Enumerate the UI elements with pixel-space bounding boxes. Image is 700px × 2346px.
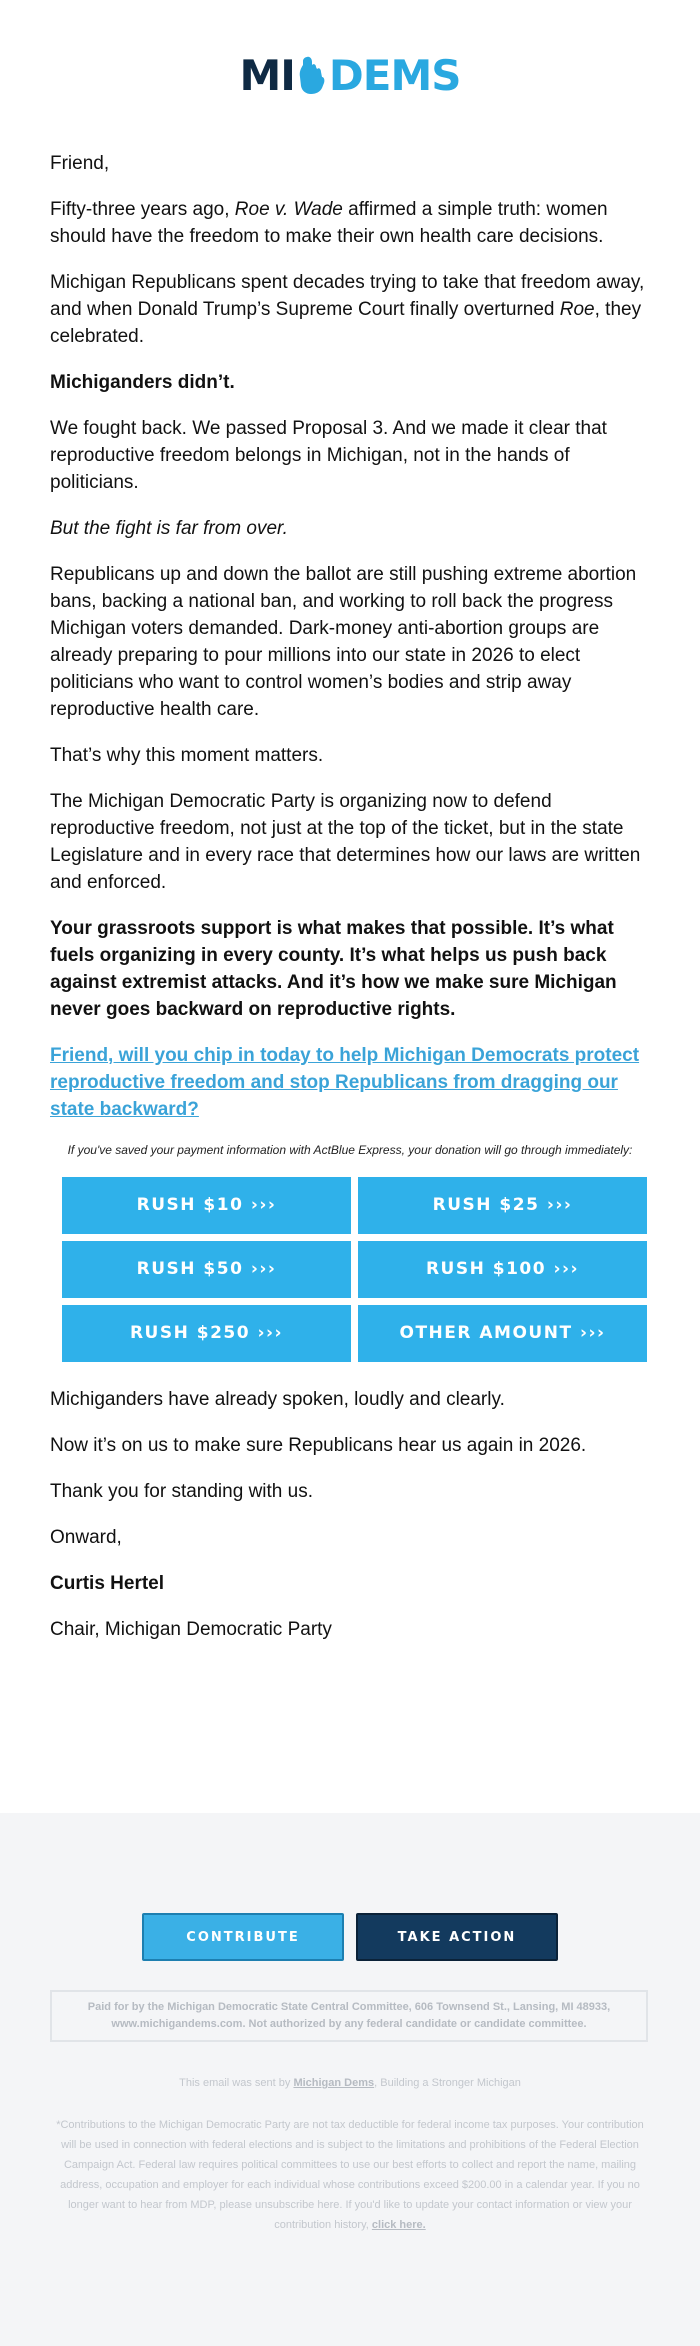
signature-name: Curtis Hertel [50, 1573, 165, 1594]
paragraph-fought-back: We fought back. We passed Proposal 3. And we made it clear that reproductive freedom belongs in Michigan, not in the hands of politicians. [50, 418, 607, 493]
paragraph-thank-you: Thank you for standing with us. [50, 1481, 313, 1502]
paragraph-ballot: Republicans up and down the ballot are still pushing extreme abortion bans, backing a national ban, and working to roll back the progress Michigan voters demanded. Dark-money anti-abortion groups are already preparing to pour millions into our state in 2026 to elect politicians who want to control women’s bodies and strip away reproductive health care. [50, 564, 637, 720]
paragraph-michiganders: Michiganders didn’t. [50, 372, 235, 393]
donation-button-grid [62, 1177, 650, 1362]
donate-50-button[interactable]: RUSH $50 ››› [62, 1241, 351, 1298]
contribution-disclaimer: *Contributions to the Michigan Democratic Party are not tax deductible for federal income tax purposes. Your contribution will be used in connection with federal elections and is subject to the limitations and prohibitions of the Federal Election Campaign Act. Federal law requires political committees to use our best efforts to collect and report the name, mailing address, occupation and employer for each individual whose contributions exceed $200.00 in a calendar year. If you no longer want to hear from MDP, please unsubscribe here. If you'd like to update your contact information or view your contribution history, click here. [56, 2119, 644, 2231]
michigan-dems-link[interactable]: Michigan Dems [293, 2077, 375, 2089]
paragraph-grassroots: Your grassroots support is what makes that possible. It’s what fuels organizing in every county. It’s what helps us push back against extremist attacks. And it’s how we make sure Michigan never goes backward on reproductive rights. [50, 918, 617, 1020]
footer-buttons [0, 1913, 700, 1961]
donate-other-amount-button[interactable]: OTHER AMOUNT ››› [358, 1305, 647, 1362]
paragraph-organizing: The Michigan Democratic Party is organizing now to defend reproductive freedom, not just at the top of the ticket, but in the state Legislature and in every race that determines how our laws are written and enforced. [50, 791, 641, 893]
actblue-express-note: If you've saved your payment information with ActBlue Express, your donation will go through immediately: [67, 1143, 633, 1157]
logo-dems-text: DEMS [328, 50, 461, 100]
paragraph-fight-not-over: But the fight is far from over. [50, 518, 288, 539]
email-body [0, 150, 700, 1643]
header [0, 0, 700, 150]
contribute-button[interactable]: CONTRIBUTE [142, 1913, 344, 1961]
footer [0, 1813, 700, 2346]
paragraph-hear-us: Now it’s on us to make sure Republicans hear us again in 2026. [50, 1435, 587, 1456]
paragraph-moment: That’s why this moment matters. [50, 745, 324, 766]
michigan-mitten-icon [297, 55, 327, 95]
click-here-link[interactable]: click here. [371, 2219, 426, 2231]
signature-title: Chair, Michigan Democratic Party [50, 1619, 332, 1640]
mi-dems-logo[interactable] [239, 51, 460, 100]
donate-10-button[interactable]: RUSH $10 ››› [62, 1177, 351, 1234]
donate-25-button[interactable]: RUSH $25 ››› [358, 1177, 647, 1234]
chip-in-link[interactable]: Friend, will you chip in today to help Michigan Democrats protect reproductive freedom and stop Republicans from dragging our state backward? [50, 1045, 640, 1120]
paid-for-disclaimer: Paid for by the Michigan Democratic State Central Committee, 606 Townsend St., Lansing, MI 48933, www.michigandems.com. Not authorized by any federal candidate or candidate committee. [50, 1990, 648, 2042]
logo-mi-text: MI [239, 50, 295, 100]
donate-100-button[interactable]: RUSH $100 ››› [358, 1241, 647, 1298]
website-link[interactable]: www.michigandems.com [111, 2018, 243, 2030]
greeting: Friend, [50, 153, 110, 174]
paragraph-republicans: Michigan Republicans spent decades trying to take that freedom away, and when Donald Trump’s Supreme Court finally overturned Roe, they celebrated. [50, 272, 645, 347]
take-action-button[interactable]: TAKE ACTION [356, 1913, 558, 1961]
sent-by-line: This email was sent by Michigan Dems, Building a Stronger Michigan [179, 2077, 521, 2089]
paragraph-roe: Fifty-three years ago, Roe v. Wade affirmed a simple truth: women should have the freedom to make their own health care decisions. [50, 199, 608, 247]
paragraph-spoken: Michiganders have already spoken, loudly and clearly. [50, 1389, 505, 1410]
closing: Onward, [50, 1527, 122, 1548]
donate-250-button[interactable]: RUSH $250 ››› [62, 1305, 351, 1362]
